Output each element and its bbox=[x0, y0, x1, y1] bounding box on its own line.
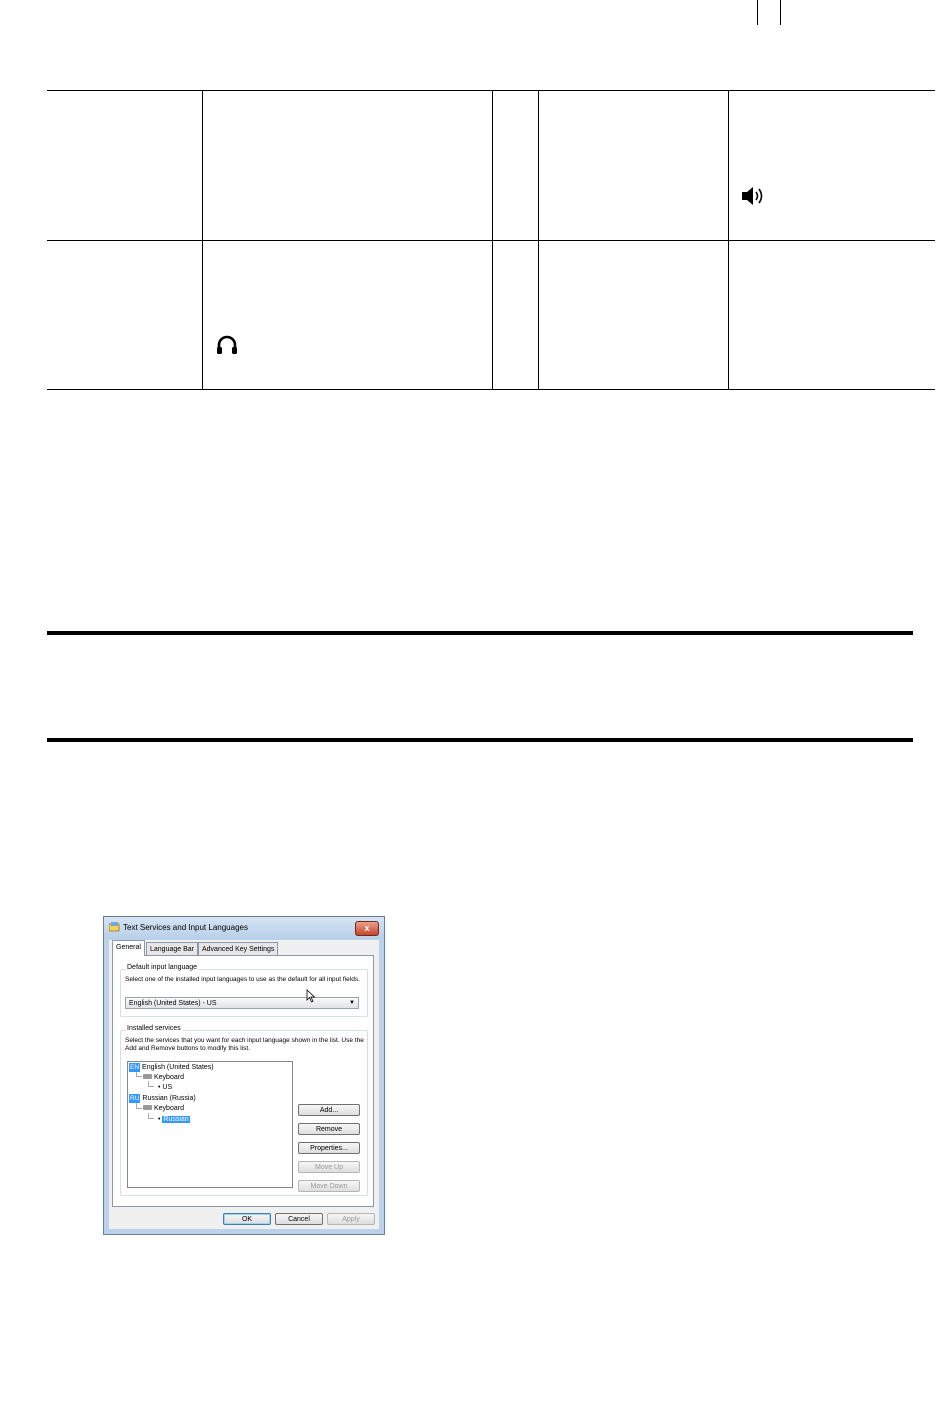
tree-item-label: Keyboard bbox=[154, 1074, 184, 1081]
group-title: Default input language bbox=[127, 964, 198, 971]
tree-connector bbox=[148, 1086, 154, 1087]
app-icon bbox=[109, 922, 120, 932]
remove-button[interactable]: Remove bbox=[298, 1123, 360, 1135]
language-badge: RU bbox=[130, 1095, 140, 1102]
dialog-client bbox=[109, 940, 379, 1229]
tree-connector bbox=[136, 1076, 142, 1077]
table-rule bbox=[47, 389, 935, 390]
text-services-dialog bbox=[103, 916, 385, 1235]
ok-button[interactable]: OK bbox=[223, 1213, 271, 1225]
tree-item-label: English (United States) bbox=[142, 1064, 214, 1071]
tab-language-bar[interactable] bbox=[146, 942, 198, 956]
tree-connector bbox=[136, 1108, 142, 1109]
tree-item-label: US bbox=[162, 1084, 173, 1091]
move-down-button[interactable]: Move Down bbox=[298, 1180, 360, 1192]
general-tab-panel bbox=[112, 955, 374, 1207]
speaker-icon bbox=[740, 184, 764, 208]
tab-advanced-key-settings[interactable] bbox=[198, 942, 278, 956]
tab-label: Language Bar bbox=[150, 946, 194, 953]
tree-item-layout-us[interactable] bbox=[158, 1083, 172, 1092]
tree-item-layout-russian[interactable] bbox=[158, 1115, 190, 1124]
table-column-rule bbox=[728, 90, 729, 390]
default-input-description: Select one of the installed input languages to use as the default for all input fields. bbox=[125, 976, 360, 983]
table-column-rule bbox=[202, 90, 203, 390]
dialog-titlebar[interactable] bbox=[104, 917, 384, 939]
group-title: Installed services bbox=[127, 1025, 181, 1032]
properties-button[interactable]: Properties... bbox=[298, 1142, 360, 1154]
tab-general[interactable] bbox=[112, 940, 145, 956]
add-button[interactable]: Add... bbox=[298, 1104, 360, 1116]
move-up-button[interactable]: Move Up bbox=[298, 1161, 360, 1173]
installed-services-description: Select the services that you want for each input language shown in the list. Use the Add and Remove buttons to modify this list. bbox=[125, 1037, 364, 1052]
icon-table bbox=[47, 90, 935, 390]
bullet-icon: • bbox=[158, 1116, 163, 1123]
language-badge: EN bbox=[130, 1064, 140, 1071]
dialog-title: Text Services and Input Languages bbox=[123, 923, 248, 932]
table-rule bbox=[47, 240, 935, 241]
tree-item-russian[interactable] bbox=[129, 1094, 196, 1103]
cancel-button[interactable]: Cancel bbox=[275, 1213, 323, 1225]
default-input-language-select[interactable] bbox=[125, 997, 359, 1009]
bullet-icon: • bbox=[158, 1084, 163, 1091]
tree-item-keyboard[interactable] bbox=[143, 1073, 184, 1082]
mouse-pointer-icon bbox=[306, 989, 316, 1003]
tree-item-english[interactable] bbox=[129, 1063, 214, 1072]
table-rule bbox=[47, 90, 935, 91]
keyboard-icon bbox=[143, 1105, 152, 1110]
default-input-language-group bbox=[120, 964, 368, 1017]
tree-item-keyboard[interactable] bbox=[143, 1104, 184, 1113]
close-button[interactable] bbox=[355, 921, 379, 936]
tree-item-label: Russian (Russia) bbox=[142, 1095, 196, 1102]
keyboard-icon bbox=[143, 1074, 152, 1079]
headset-icon bbox=[215, 334, 239, 358]
tab-label: Advanced Key Settings bbox=[202, 946, 275, 953]
installed-services-group bbox=[120, 1025, 368, 1196]
table-column-rule bbox=[538, 90, 539, 390]
top-marker-right bbox=[780, 0, 781, 25]
tree-connector bbox=[148, 1118, 154, 1119]
close-icon: x bbox=[364, 923, 370, 933]
apply-button[interactable]: Apply bbox=[327, 1213, 375, 1225]
tree-item-label-selected: Russian bbox=[163, 1116, 189, 1123]
section-rule-top bbox=[47, 631, 913, 635]
tab-label: General bbox=[116, 944, 141, 951]
table-column-rule bbox=[492, 90, 493, 390]
section-rule-bottom bbox=[47, 738, 913, 742]
services-tree[interactable] bbox=[127, 1061, 293, 1188]
chevron-down-icon: ▼ bbox=[349, 1000, 355, 1006]
top-marker-left bbox=[757, 0, 758, 25]
tree-item-label: Keyboard bbox=[154, 1105, 184, 1112]
select-value: English (United States) - US bbox=[129, 1000, 217, 1007]
